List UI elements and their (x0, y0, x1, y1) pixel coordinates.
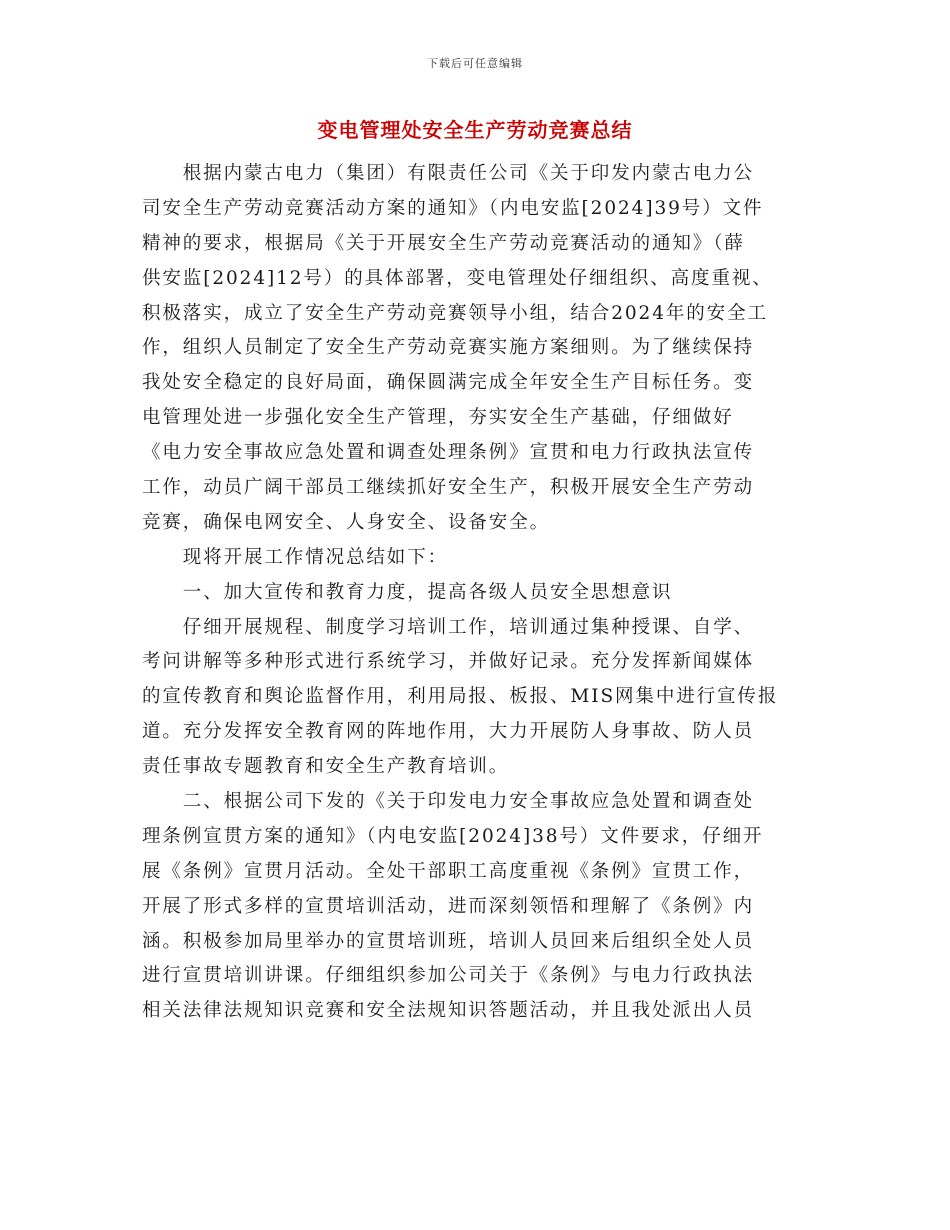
text-line: 考问讲解等多种形式进行系统学习，并做好记录。充分发挥新闻媒体 (142, 651, 755, 673)
section-heading-one (142, 576, 812, 611)
text-line: 理条例宣贯方案的通知》（内电安监[2024]38号）文件要求，仔细开 (142, 825, 764, 847)
text-line: 涵。积极参加局里举办的宣贯培训班，培训人员回来后组织全处人员 (142, 930, 755, 952)
text-line: 我处安全稳定的良好局面，确保圆满完成全年安全生产目标任务。变 (142, 372, 755, 394)
text-line: 进行宣贯培训讲课。仔细组织参加公司关于《条例》与电力行政执法 (142, 965, 755, 987)
text-line: 作，组织人员制定了安全生产劳动竞赛实施方案细则。为了继续保持 (142, 337, 755, 359)
paragraph-section-two (142, 785, 812, 1029)
page-header-note: 下载后可任意编辑 (427, 57, 523, 70)
text-line: 二、根据公司下发的《关于印发电力安全事故应急处置和调查处 (142, 791, 755, 813)
document-title: 变电管理处安全生产劳动竞赛总结 (317, 118, 633, 142)
text-line: 展《条例》宣贯月活动。全处干部职工高度重视《条例》宣贯工作， (142, 860, 755, 882)
document-body (142, 157, 812, 1029)
text-line: 精神的要求，根据局《关于开展安全生产劳动竞赛活动的通知》（薛 (142, 232, 745, 254)
text-line: 开展了形式多样的宣贯培训活动，进而深刻领悟和理解了《条例》内 (142, 895, 755, 917)
text-line: 供安监[2024]12号）的具体部署，变电管理处仔细组织、高度重视、 (142, 267, 773, 289)
paragraph-summary-lead (142, 541, 812, 576)
text-line: 道。充分发挥安全教育网的阵地作用，大力开展防人身事故、防人员 (142, 721, 755, 743)
paragraph-intro (142, 157, 812, 541)
text-line: 责任事故专题教育和安全生产教育培训。 (142, 756, 510, 778)
text-line: 一、加大宣传和教育力度，提高各级人员安全思想意识 (142, 581, 673, 603)
text-line: 《电力安全事故应急处置和调查处理条例》宣贯和电力行政执法宣传 (142, 442, 755, 464)
text-line: 的宣传教育和舆论监督作用，利用局报、板报、MIS网集中进行宣传报 (142, 686, 779, 708)
text-line: 积极落实，成立了安全生产劳动竞赛领导小组，结合2024年的安全工 (142, 302, 768, 324)
text-line: 电管理处进一步强化安全生产管理，夯实安全生产基础，仔细做好 (142, 407, 734, 429)
text-line: 根据内蒙古电力（集团）有限责任公司《关于印发内蒙古电力公 (142, 163, 755, 184)
text-line: 工作，动员广阔干部员工继续抓好安全生产，积极开展安全生产劳动 (142, 477, 755, 499)
text-line: 司安全生产劳动竞赛活动方案的通知》（内电安监[2024]39号）文件 (142, 197, 764, 219)
paragraph-section-one (142, 611, 812, 785)
text-line: 仔细开展规程、制度学习培训工作，培训通过集种授课、自学、 (142, 616, 755, 638)
text-line: 竞赛，确保电网安全、人身安全、设备安全。 (142, 511, 551, 533)
text-line: 现将开展工作情况总结如下： (142, 546, 449, 568)
text-line: 相关法律法规知识竞赛和安全法规知识答题活动，并且我处派出人员 (142, 1000, 755, 1022)
